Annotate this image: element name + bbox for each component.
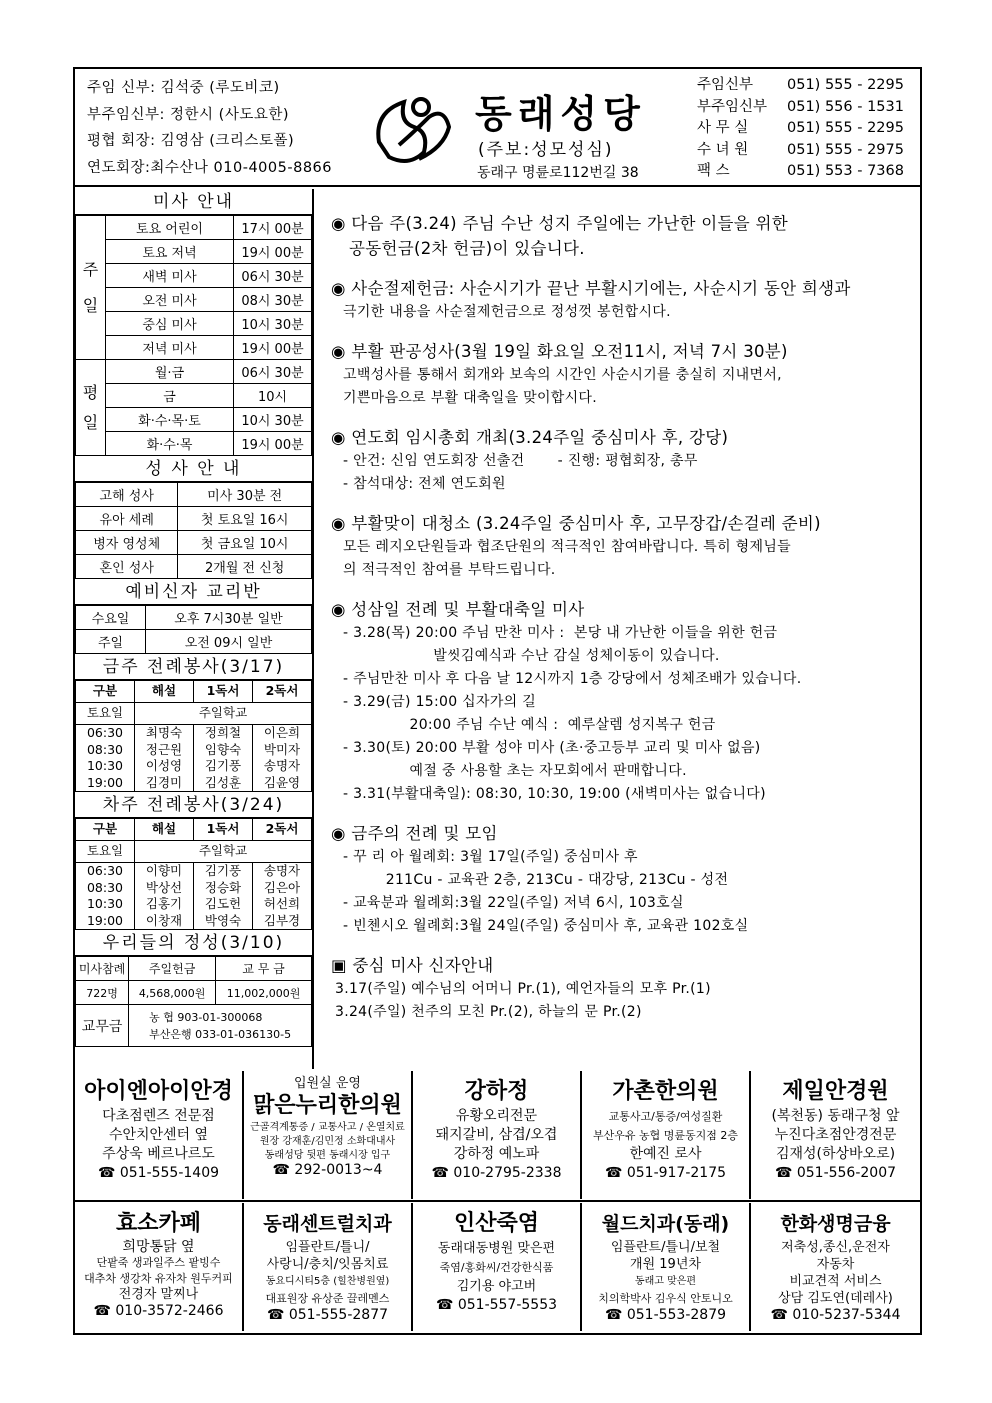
ad [75, 1071, 244, 1199]
reader: 임향숙 [204, 741, 242, 757]
sacrament-time: 첫 금요일 10시 [178, 531, 312, 555]
sacrament-time: 첫 토요일 16시 [178, 507, 312, 531]
ad-line: 누진다초점안경전문 [774, 1127, 897, 1143]
notice-item [331, 211, 920, 261]
ad-line: 김기용 야고버 [456, 1279, 537, 1294]
notice-heading: ◉ 금주의 전례 및 모임 [331, 824, 498, 843]
ad [751, 1071, 920, 1199]
bank-account: 농 협 903-01-300068 [149, 1010, 263, 1024]
notice-line: - 주님만찬 미사 후 다음 날 12시까지 1층 강당에서 성체조배가 있습니다. [343, 671, 802, 687]
time: 08:30 [86, 741, 124, 757]
clergy-info [87, 75, 332, 181]
reader: 김기풍 [204, 863, 242, 878]
ad-line: 다초점렌즈 전문점 [102, 1108, 215, 1124]
time: 19:00 [86, 774, 124, 790]
notices [317, 189, 920, 1069]
col-header: 해설 [135, 681, 194, 703]
ad-line: 저축성,종신,운전자 [781, 1240, 890, 1255]
notice-line: - 3.31(부활대축일): 08:30, 10:30, 19:00 (새벽미사는 없습니다) [343, 786, 766, 802]
sacrament-title: 성 사 안 내 [75, 456, 312, 482]
sunday-label: 주일 [76, 216, 106, 360]
ad [75, 1203, 244, 1331]
ad-name: 효소카페 [115, 1211, 201, 1236]
contact-label: 팩 스 [697, 163, 730, 179]
col-header: 구분 [76, 819, 135, 841]
mass-time: 19시 00분 [234, 240, 312, 264]
time: 08:30 [86, 879, 124, 895]
ad-line: 죽염/홍화씨/건강한식품 [439, 1261, 554, 1274]
ad-name: 강하정 [464, 1079, 529, 1104]
notice-heading: ◉ 부활맞이 대청소 (3.24주일 중심미사 후, 고무장갑/손걸레 준비) [331, 514, 821, 533]
ad-line: 비교견적 서비스 [789, 1274, 882, 1289]
contact-row [697, 161, 904, 183]
ad-phone: ☎ 051-555-1409 [97, 1165, 220, 1181]
mass-title: 미사 안내 [75, 189, 312, 215]
bulletin-frame [73, 67, 922, 1335]
ad-phone: ☎ 010-3572-2466 [93, 1303, 224, 1319]
class-day: 주일 [76, 630, 146, 654]
notice-line: 모든 레지오단원들과 협조단원의 적극적인 참여바랍니다. 특히 형제님들 [343, 539, 791, 555]
contact-phone: 051) 553 - 7368 [787, 163, 904, 179]
contact-row [697, 118, 904, 140]
notice-line: - 3.29(금) 15:00 십자가의 길 [343, 694, 537, 710]
left-column [75, 189, 314, 1069]
sacrament-name: 고해 성사 [76, 483, 178, 507]
ad-line: 동래고 맞은편 [634, 1276, 697, 1287]
notice-line: - 꾸 리 아 월례회: 3월 17일(주일) 중심미사 후 [343, 849, 638, 865]
contact-row [697, 75, 904, 97]
mass-time: 10시 30분 [234, 408, 312, 432]
ad [413, 1071, 582, 1199]
notice-line: - 3.30(토) 20:00 부활 성야 미사 (초·중고등부 교리 및 미사 없음) [343, 740, 761, 756]
ad-line: 교통사고/통증/여성질환 [608, 1110, 723, 1123]
notice-line: 발씻김예식과 수난 감실 성체이동이 있습니다. [343, 648, 720, 664]
reader: 박영숙 [204, 912, 242, 928]
contact-label: 부주임신부 [697, 98, 768, 115]
notice-line: 의 적극적인 참여를 부탁드립니다. [343, 562, 556, 578]
reader: 박상선 [145, 879, 183, 895]
notice-item [331, 821, 920, 938]
ad-phone: ☎ 051-917-2175 [604, 1165, 727, 1181]
col-header: 1독서 [194, 681, 253, 703]
ad-line: 동요디시티5층 (힐찬병원옆) [265, 1276, 390, 1287]
mass-name: 화·수·목 [106, 432, 234, 456]
ad-line: 희망통닭 옆 [122, 1239, 195, 1255]
ad-line: 김재성(하상바오로) [775, 1146, 896, 1162]
ad-phone: ☎ 051-555-2877 [266, 1307, 389, 1323]
reader: 박미자 [263, 741, 301, 757]
clergy-line: 부주임신부: 정한시 (사도요한) [87, 106, 290, 123]
notice-item [331, 339, 920, 410]
offering-value: 722명 [76, 981, 129, 1005]
this-week-table [75, 680, 312, 792]
ad-line: 부산우유 농협 명륜동지점 2층 [593, 1129, 738, 1142]
notice-line: - 빈첸시오 월례회:3월 24일(주일) 중심미사 후, 교육관 102호실 [343, 918, 749, 934]
time: 10:30 [86, 758, 124, 773]
col-header: 해설 [135, 819, 194, 841]
contact-label: 수 녀 원 [697, 141, 749, 158]
ad-name: 인산죽염 [453, 1211, 539, 1236]
reader: 김윤영 [263, 774, 301, 790]
saturday-value: 주일학교 [135, 841, 312, 863]
notice-line: - 교육분과 월례회:3월 22일(주일) 저녁 6시, 103호실 [343, 895, 684, 911]
ad-line: 임플란트/틀니/ [285, 1240, 370, 1255]
ad-line: 사랑니/충치/잇몸치료 [266, 1257, 389, 1272]
saturday-label: 토요일 [76, 703, 135, 725]
notice-item [331, 276, 920, 324]
notice-item [331, 511, 920, 582]
mass-name: 토요 저녁 [106, 240, 234, 264]
mass-name: 월·금 [106, 360, 234, 384]
mass-name: 토요 어린이 [106, 216, 234, 240]
reader: 김기풍 [204, 758, 242, 773]
mass-name: 새벽 미사 [106, 264, 234, 288]
sacrament-name: 혼인 성사 [76, 555, 178, 579]
saturday-label: 토요일 [76, 841, 135, 863]
notice-line: 기쁜마음으로 부활 대축일을 맞이합시다. [343, 390, 598, 406]
offering-value: 4,568,000원 [129, 981, 216, 1005]
mass-table [75, 215, 312, 456]
notice-line: 3.17(주일) 예수님의 어머니 Pr.(1), 예언자들의 모후 Pr.(1) [335, 981, 711, 997]
ad-line: 한예진 로사 [629, 1146, 702, 1162]
ad-line: 근골격계통증 / 교통사고 / 온열치료 [250, 1122, 405, 1133]
notice-item [331, 953, 920, 1024]
ad-line: 원장 강재훈/김민정 소화대내사 [259, 1136, 396, 1147]
notice-line: - 3.28(목) 20:00 주님 만찬 미사 : 본당 내 가난한 이들을 위한 헌금 [343, 625, 778, 641]
class-time: 오후 7시30분 일반 [146, 606, 312, 630]
reader: 송명자 [263, 863, 301, 878]
reader: 이성영 [145, 758, 183, 773]
notice-line: - 안건: 신임 연도회장 선출건 - 진행: 평협회장, 총무 [343, 453, 698, 469]
catechumen-table [75, 605, 312, 654]
time: 19:00 [86, 912, 124, 928]
offering-header: 주일헌금 [129, 957, 216, 981]
ad-name: 맑은누리한의원 [253, 1093, 402, 1118]
time: 10:30 [86, 896, 124, 911]
ad-name: 제일안경원 [782, 1079, 889, 1104]
class-day: 수요일 [76, 606, 146, 630]
clergy-line: 평협 회장: 김영삼 (크리스토폴) [87, 133, 295, 149]
reader: 김홍기 [145, 896, 183, 911]
reader: 김부경 [263, 912, 301, 928]
parish-address: 동래구 명륜로112번길 38 [477, 165, 639, 181]
contact-list [697, 75, 904, 183]
mass-name: 중심 미사 [106, 312, 234, 336]
offering-value: 11,002,000원 [216, 981, 312, 1005]
reader: 김은아 [263, 879, 301, 895]
notice-heading: ◉ 다음 주(3.24) 주님 수난 성지 주일에는 가난한 이들을 위한 [331, 214, 789, 233]
catechumen-title: 예비신자 교리반 [75, 579, 312, 605]
reader: 이향미 [145, 863, 183, 878]
ad-name: 아이엔아이안경 [84, 1079, 233, 1104]
reader: 정희철 [204, 725, 242, 740]
notice-line: 공동헌금(2차 헌금)이 있습니다. [349, 239, 585, 258]
reader: 허선희 [263, 896, 301, 911]
ad-pre: 입원실 운영 [294, 1076, 361, 1091]
notice-line: 예절 중 사용할 초는 자모회에서 판매합니다. [343, 763, 687, 779]
notice-heading: ◉ 부활 판공성사(3월 19일 화요일 오전11시, 저녁 7시 30분) [331, 342, 788, 361]
mass-name: 화·수·목·토 [106, 408, 234, 432]
contact-phone: 051) 556 - 1531 [787, 98, 904, 115]
ad-line: 전경자 말찌나 [118, 1287, 199, 1302]
contact-row [697, 140, 904, 162]
class-time: 오전 09시 일반 [146, 630, 312, 654]
parish-subtitle: (주보:성모성심) [478, 140, 614, 160]
notice-item [331, 597, 920, 806]
ad-phone: ☎ 051-553-2879 [604, 1307, 727, 1323]
ad-phone: ☎ 010-2795-2338 [431, 1165, 562, 1181]
mass-name: 금 [106, 384, 234, 408]
offering-header: 미사참례 [76, 957, 129, 981]
ad-name: 한화생명금융 [780, 1213, 891, 1235]
col-header: 2독서 [253, 819, 312, 841]
ad-line: 단팥죽 생과일주스 팥빙수 [96, 1256, 221, 1269]
contact-label: 사 무 실 [697, 120, 749, 136]
ad [582, 1203, 751, 1331]
reader: 송명자 [263, 758, 301, 773]
mass-time: 08시 30분 [234, 288, 312, 312]
weekday-label: 평일 [76, 360, 106, 456]
ad-line: 개원 19년차 [630, 1257, 701, 1272]
parish-logo-icon [369, 87, 459, 167]
mass-time: 10시 30분 [234, 312, 312, 336]
ad [244, 1203, 413, 1331]
ad-name: 월드치과(동래) [601, 1213, 730, 1235]
col-header: 구분 [76, 681, 135, 703]
account-label: 교무금 [76, 1005, 129, 1047]
notice-heading: ▣ 중심 미사 신자안내 [331, 956, 494, 975]
notice-line: 3.24(주일) 천주의 모친 Pr.(2), 하늘의 문 Pr.(2) [335, 1004, 642, 1020]
ad-phone: ☎ 051-556-2007 [774, 1165, 897, 1181]
ad-line: 돼지갈비, 삼겹/오겹 [435, 1127, 558, 1143]
ad [244, 1071, 413, 1199]
ad [413, 1203, 582, 1331]
time: 06:30 [86, 863, 124, 878]
ad-line: 동래대동병원 맞은편 [437, 1241, 556, 1256]
reader: 김경미 [145, 774, 183, 790]
contact-phone: 051) 555 - 2295 [787, 120, 904, 136]
ads-section [75, 1071, 920, 1333]
ad-line: 자동차 [816, 1257, 855, 1272]
contact-row [697, 97, 904, 119]
notice-item [331, 425, 920, 496]
ad-line: 상담 김도연(데레사) [778, 1291, 893, 1306]
ad-line: 강하정 예노파 [453, 1146, 540, 1162]
notice-line: 극기한 내용을 사순절제헌금으로 정성껏 봉헌합시다. [343, 304, 671, 320]
mass-time: 17시 00분 [234, 216, 312, 240]
next-week-table [75, 818, 312, 930]
this-week-title: 금주 전례봉사(3/17) [75, 654, 312, 680]
col-header: 2독서 [253, 681, 312, 703]
ad-name: 가촌한의원 [612, 1079, 719, 1104]
offering-title: 우리들의 정성(3/10) [75, 930, 312, 956]
ad-line: 주상욱 베르나르도 [102, 1146, 215, 1162]
ad-line: 대추차 생강차 유자차 원두커피 [84, 1272, 233, 1285]
reader: 정근원 [145, 741, 183, 757]
reader: 이창재 [145, 912, 183, 928]
sacrament-time: 2개월 전 신청 [178, 555, 312, 579]
ad-line: 치의학박사 김우식 안토니오 [598, 1292, 733, 1305]
notice-line: 고백성사를 통해서 회개와 보속의 시간인 사순시기를 충실히 지내면서, [343, 367, 782, 383]
notice-line: - 참석대상: 전체 연도회원 [343, 476, 506, 492]
offering-header: 교 무 금 [216, 957, 312, 981]
sacrament-table [75, 482, 312, 579]
saturday-value: 주일학교 [135, 703, 312, 725]
contact-label: 주임신부 [697, 77, 754, 93]
mass-name: 오전 미사 [106, 288, 234, 312]
ad-line: 수안치안센터 옆 [108, 1127, 209, 1143]
reader: 김성훈 [204, 774, 242, 790]
offering-table [75, 956, 312, 1047]
reader: 최명숙 [145, 725, 183, 740]
notice-heading: ◉ 사순절제헌금: 사순시기가 끝난 부활시기에는, 사순시기 동안 희생과 [331, 279, 851, 298]
mass-time: 10시 [234, 384, 312, 408]
ad-line: 임플란트/틀니/보철 [610, 1240, 721, 1255]
col-header: 1독서 [194, 819, 253, 841]
mass-name: 저녁 미사 [106, 336, 234, 360]
clergy-line: 연도회장:최수산나 010-4005-8866 [87, 159, 332, 176]
ad-phone: ☎ 051-557-5553 [435, 1297, 558, 1313]
next-week-title: 차주 전례봉사(3/24) [75, 792, 312, 818]
contact-phone: 051) 555 - 2295 [787, 77, 904, 93]
mass-time: 06시 30분 [234, 360, 312, 384]
ad-name: 동래센트럴치과 [263, 1213, 392, 1235]
mass-time: 19시 00분 [234, 432, 312, 456]
contact-phone: 051) 555 - 2975 [787, 141, 904, 158]
sacrament-name: 유아 세례 [76, 507, 178, 531]
notice-line: 211Cu - 교육관 2층, 213Cu - 대강당, 213Cu - 성전 [343, 872, 729, 888]
ad [582, 1071, 751, 1199]
ad-line: 동래성당 뒷편 동래시장 입구 [264, 1150, 391, 1161]
ad-line: (복천동) 동래구청 앞 [771, 1108, 900, 1124]
notice-heading: ◉ 성삼일 전례 및 부활대축일 미사 [331, 600, 585, 619]
ad-line: 대표원장 유상준 끌레멘스 [265, 1292, 390, 1305]
sacrament-name: 병자 영성체 [76, 531, 178, 555]
ad-phone: ☎ 292-0013~4 [272, 1162, 383, 1178]
time: 06:30 [86, 725, 124, 740]
header [75, 69, 920, 187]
mass-time: 19시 00분 [234, 336, 312, 360]
clergy-line: 주임 신부: 김석중 (루도비코) [87, 80, 280, 96]
bank-account: 부산은행 033-01-036130-5 [149, 1027, 292, 1041]
ad [751, 1203, 920, 1331]
parish-title: 동래성당 [475, 92, 646, 136]
reader: 이은희 [263, 725, 301, 740]
mass-time: 06시 30분 [234, 264, 312, 288]
reader: 정승화 [204, 879, 242, 895]
notice-heading: ◉ 연도회 임시총회 개최(3.24주일 중심미사 후, 강당) [331, 428, 729, 447]
notice-line: 20:00 주님 수난 예식 : 예루살렘 성지복구 헌금 [343, 717, 716, 733]
sacrament-time: 미사 30분 전 [178, 483, 312, 507]
reader: 김도헌 [204, 896, 242, 911]
ad-phone: ☎ 010-5237-5344 [770, 1307, 901, 1323]
ad-line: 유황오리전문 [455, 1108, 538, 1124]
